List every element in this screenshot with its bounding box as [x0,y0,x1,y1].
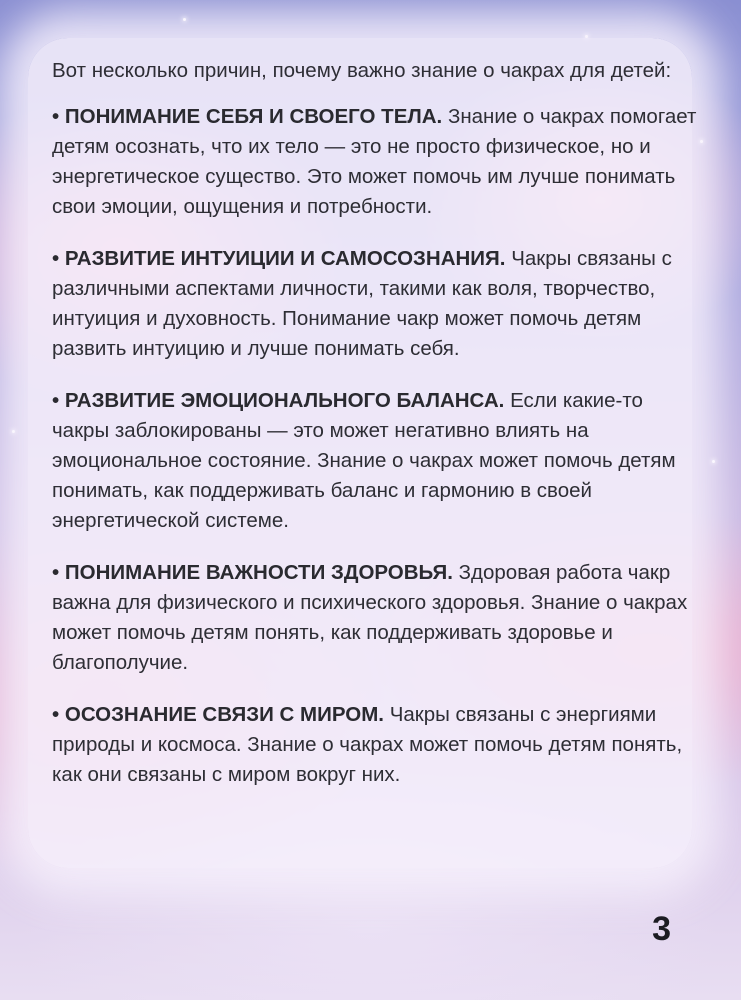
reason-item [52,558,702,678]
intro-text: Вот несколько причин, почему важно знание о чакрах для детей: [52,59,672,82]
bullet-marker: • [52,561,60,584]
reason-text: Чакры связаны с энергиями природы и космоса. Знание о чакрах может помочь детям понять, как они связаны с миром вокруг них. [52,703,683,786]
bullet-marker: • [52,389,60,412]
bullet-marker: • [52,703,60,726]
reason-heading: ПОНИМАНИЕ ВАЖНОСТИ ЗДОРОВЬЯ. [64,561,453,584]
reason-item [52,244,702,364]
page-content [52,56,702,812]
page-number: 3 [652,910,671,948]
reason-heading: ОСОЗНАНИЕ СВЯЗИ С МИРОМ. [64,703,384,726]
reason-text: Чакры связаны с различными аспектами личности, такими как воля, творчество, интуиция и духовность. Понимание чакр может помочь детям развить интуицию и лучше понимать себя. [52,247,672,360]
reason-heading: ПОНИМАНИЕ СЕБЯ И СВОЕГО ТЕЛА. [64,105,443,128]
reason-heading: РАЗВИТИЕ ИНТУИЦИИ И САМОСОЗНАНИЯ. [64,247,506,270]
reason-text: Если какие-то чакры заблокированы — это может негативно влиять на эмоциональное состояние. Знание о чакрах может помочь детям понимать, как поддерживать баланс и гармонию в своей энергетической системе. [52,389,676,532]
star-sparkle-icon [712,460,715,463]
reason-item [52,386,702,536]
star-sparkle-icon [183,18,186,21]
star-sparkle-icon [12,430,15,433]
bullet-marker: • [52,105,60,128]
reason-item [52,102,702,222]
bullet-marker: • [52,247,60,270]
reason-text: Здоровая работа чакр важна для физического и психического здоровья. Знание о чакрах может помочь детям понять, как поддерживать здоровье и благополучие. [52,561,688,674]
reason-text: Знание о чакрах помогает детям осознать, что их тело — это не просто физическое, но и энергетическое существо. Это может помочь им лучше понимать свои эмоции, ощущения и потребности. [52,105,697,218]
reason-heading: РАЗВИТИЕ ЭМОЦИОНАЛЬНОГО БАЛАНСА. [64,389,505,412]
reason-item [52,700,702,790]
